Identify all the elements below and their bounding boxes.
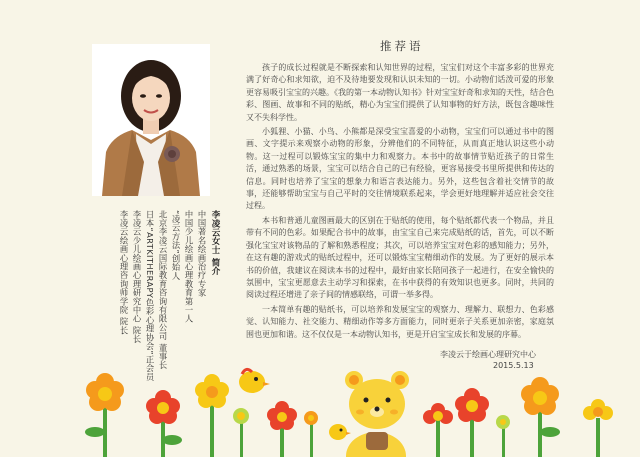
article-date: 2015.5.13 — [493, 361, 534, 370]
author-photo-illustration — [92, 44, 210, 196]
flower-icon — [521, 377, 560, 457]
bio-line: “凌云方法”创始人 — [171, 210, 181, 281]
bear-icon — [345, 371, 409, 457]
flower-icon — [233, 408, 249, 457]
bird-icon — [239, 369, 270, 393]
bio-line: 李凌云少儿绘画心理研究中心 院长 — [132, 210, 142, 344]
article-signature: 李凌云于绘画心理研究中心 — [440, 350, 536, 359]
bio-line: 李凌云绘画心理咨询师学院 院长 — [119, 210, 129, 335]
bio-line: 中国少儿绘画心理教育第一人 — [184, 210, 194, 324]
article-paragraph: 本书和普通儿童图画最大的区别在于贴纸的使用，每个贴纸都代表一个物品，并且带有不同的色彩。如果配合书中的故事，由宝宝自己来完成贴纸的话，首先，可以不断强化宝宝对该物品的了解和熟悉程度；其次，可以培养宝宝对色彩的感知能力；另外，在这有趣的游戏式的贴纸过程中，还可以锻炼宝宝精细动作的发展。为了更好的展示本书的价值，我建议在阅读本书的过程中，最好由家长陪同孩子一起进行，在安全愉快的氛围中，宝宝更愿意去主动学习和探索，在书中获得的有效知识也更多。同时，共同的阅读过程还增进了亲子间的情感联络，可谓一举多得。 — [246, 215, 554, 300]
flower-icon — [583, 399, 613, 457]
flower-border-decoration — [0, 360, 640, 457]
flower-icon — [85, 373, 124, 457]
author-portrait — [92, 44, 210, 196]
bio-line: 日本“ARTKITHERAPY色彩心理协会”正会员 — [145, 210, 155, 382]
flower-icon — [146, 390, 182, 457]
page-title: 推荐语 — [380, 39, 424, 53]
flower-icon — [195, 374, 229, 457]
recommendation-article — [246, 62, 554, 343]
article-paragraph: 一本简单有趣的贴纸书，可以培养和发展宝宝的观察力、理解力、联想力、色彩感觉、认知能力、社交能力、精细动作等多方面能力，同时更亲子关系更加亲密，家庭氛围也更加和谐。这不仅仅是一本动物认知书，更是开启宝宝成长和发展的序幕。 — [246, 304, 554, 339]
flower-icon — [455, 388, 489, 457]
flower-icon — [267, 401, 297, 457]
article-paragraph: 小狐狸、小猫、小鸟、小熊都是深受宝宝喜爱的小动物，宝宝们可以通过书中的图画、文字提示来观察小动物的形象，分辨他们的不同特征，从而真正地认识这些小动物。这一过程可以锻炼宝宝的集中力和观察力。本书中的故事情节贴近孩子的日常生活，通过熟悉的场景，宝宝可以结合自己的已有经验，更容易接受书里所提供和传达的信息。同时也培养了宝宝的想象力和语言表达能力。另外，这些包含着社交情节的故事，还能够帮助宝宝与自己平时的交往情境联系起来，学会更好地理解并适应社会交往过程。 — [246, 127, 554, 211]
article-paragraph: 孩子的成长过程就是不断探索和认知世界的过程，宝宝们对这个丰富多彩的世界充满了好奇心和求知欲，迫不及待地要发现和认识未知的一切。小动物们话泼可爱的形象更容易吸引宝宝的兴趣。《我的第一本动物认知书》针对宝宝好奇和求知的天性，结合色彩、图画、故事和不同的贴纸，精心为宝宝们提供了认知事物的好方法，既包含趣味性又不失科学性。 — [246, 63, 554, 122]
flower-icon — [304, 411, 318, 457]
author-name: 李凌云女士 简介 — [210, 210, 220, 276]
bird-icon — [329, 424, 351, 440]
bio-line: 中国著名绘画治疗专家 — [197, 210, 207, 297]
flower-icon — [423, 403, 453, 457]
flower-icon — [496, 415, 510, 457]
bio-line: 北京李凌云国际教育咨询有限公司 董事长 — [158, 210, 168, 370]
